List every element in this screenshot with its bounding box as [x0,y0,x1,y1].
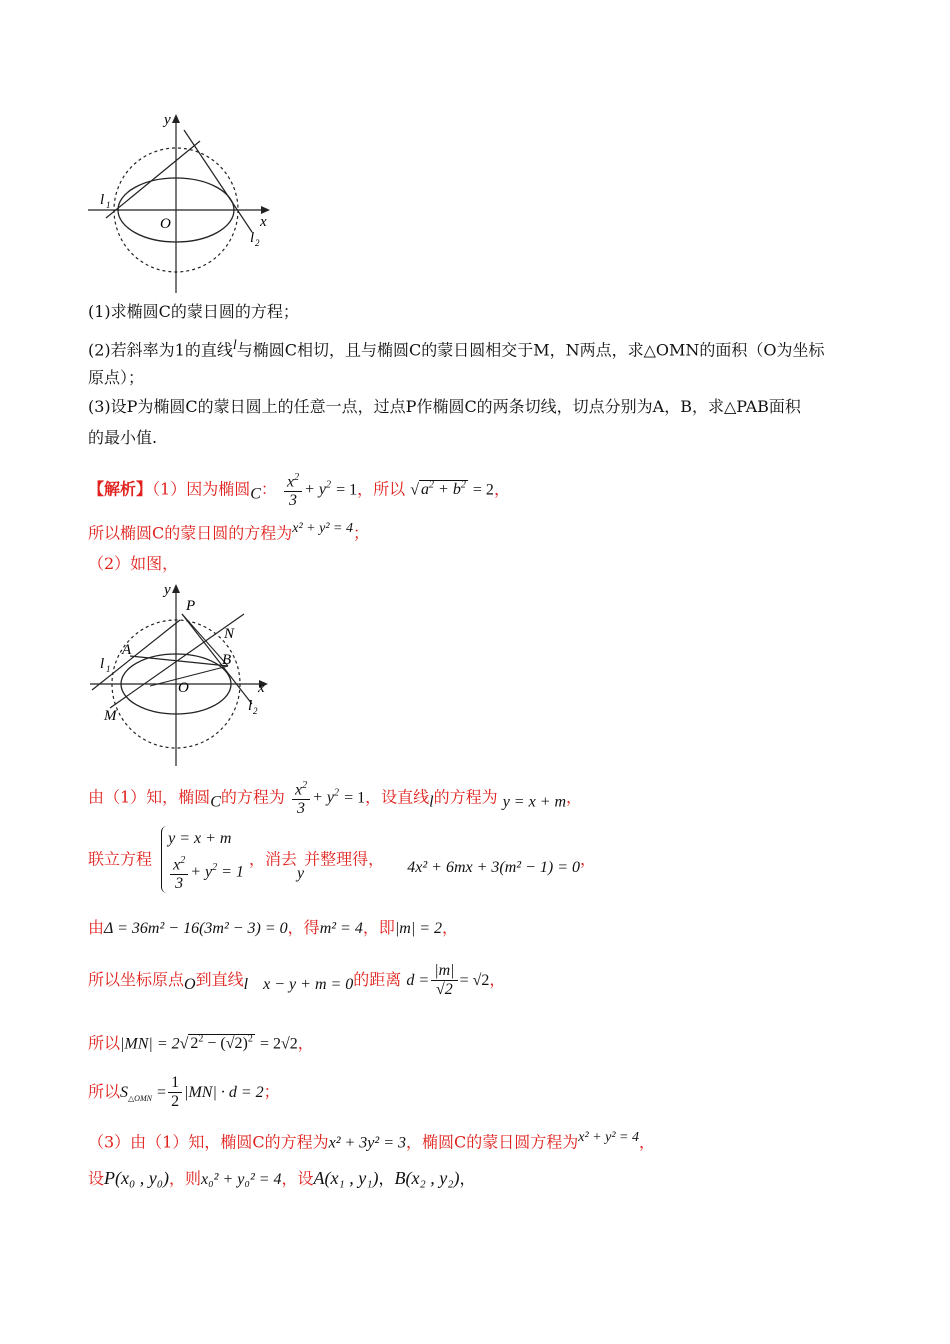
s6-m2: m² = 4 [319,920,363,937]
s9-end: ； [263,1082,280,1101]
question-1 [88,300,299,324]
s8-res: = 2√2 [259,1035,298,1053]
s8-mn: |MN| = 2 [120,1035,180,1053]
question-1-text: (1)求椭圆C的蒙日圆的方程； [88,302,299,321]
s4-a: 由（1）知，椭圆 [88,787,211,807]
question-2-l: l [232,338,237,353]
s5-c: 并整理得， [304,849,385,869]
s1-sqrt: √ $a^2 + b^2$ [410,480,466,499]
s6-end: ， [442,918,459,937]
label-l1-sub: 1 [106,200,111,210]
line-ab-inner [150,666,228,686]
s4-eq: = 1 [344,789,366,807]
solution-line-5 [88,826,596,893]
s9-sub: △OMN [128,1094,152,1104]
s7-end: ， [489,970,506,989]
label-y-2: y [164,582,171,598]
s8-sqrt: √ $2^2 - (√2)^2$ [179,1034,253,1053]
solution-line-3 [88,552,178,576]
question-2-text-a: (2)若斜率为1的直线 [88,340,233,360]
chord-ab [130,656,228,666]
question-2-text-c: 原点）； [88,368,145,387]
s11-end: ， [459,1169,476,1188]
s2-eq: x² + y² = 4 [292,521,353,536]
s6-a: 由 [88,918,105,937]
figure-ellipse-tangents [80,108,280,298]
label-b: B [222,652,232,668]
label-n: N [224,626,235,642]
question-3-text-a: (3)设P为椭圆C的蒙日圆上的任意一点，过点P作椭圆C的两条切线，切点分别为A，B，求△PAB面积 [88,397,801,416]
question-3-text-b: 的最小值. [88,428,158,447]
s6-delta: Δ = 36m² − 16(3m² − 3) = 0 [104,920,288,937]
label-a: A [122,642,132,658]
s5-y: y [297,865,305,883]
s1-plus-y2: + $y^2$ [304,480,331,499]
s4-c: C [210,793,221,811]
s7-frac: $\frac{|m|}{√2}$ [431,962,457,999]
s7-a: 所以坐标原点 [88,970,185,989]
tangent-l1 [106,141,200,218]
s6-b: ，得 [287,918,320,937]
s5-sys1: y = x + m [168,830,232,847]
s1-so: ，所以 [357,479,406,499]
s2-end: ； [352,523,369,543]
s4-end: ， [566,787,583,807]
label-l2-sub: 2 [255,238,260,248]
solution-line-9 [88,1070,280,1121]
tangent-l2 [184,130,252,232]
tangent-l2-2 [182,614,252,704]
solution-line-4 [88,774,582,823]
s4-b: 的方程为 [220,787,285,807]
solution-line-11 [88,1166,476,1192]
s7-c: 的距离 [353,970,402,989]
solution-line-10 [88,1126,655,1155]
s9-frac: $\frac{1}{2}$ [168,1074,182,1111]
y-axis-arrow-2 [172,584,180,593]
s4-frac: $\frac{x^2}{3}$ [292,777,310,818]
s1-c: C [250,485,261,503]
y-axis-arrow [172,114,180,123]
s11-eq: x₀² + y₀² = 4 [201,1171,282,1188]
s1-end: ， [493,479,510,499]
s5-frac: $\frac{x^2}{3}$ [170,852,188,893]
s4-plus-y2: + $y^2$ [312,788,339,807]
question-3-line1 [88,395,801,419]
s5-system [161,826,244,893]
s10-end: ， [638,1132,655,1152]
s7-d: d = [406,972,430,989]
label-l2-2-sub: 2 [253,706,258,716]
s10-eq: x² + 3y² = 3 [328,1134,406,1152]
solution-line-1 [88,466,510,515]
label-x-2: x [258,680,265,696]
s9-s: S [120,1084,129,1101]
s5-sys2-row: $\frac{x^2}{3}$ + $y^2 = 1$ [168,852,244,893]
label-l1-2-sub: 1 [106,664,111,674]
s2-a: 所以椭圆C的蒙日圆的方程为 [88,523,293,543]
s11-c: ，设 [281,1169,314,1188]
s10-b: ，椭圆C的蒙日圆方程为 [406,1132,579,1152]
s4-c2: ，设直线 [365,787,430,807]
s5-res: 4x² + 6mx + 3(m² − 1) = 0 [407,859,580,877]
label-m: M [104,708,117,724]
s11-p: P(x₀ , y₀) [104,1168,169,1188]
solution-line-6 [88,916,458,941]
question-2-line2 [88,366,144,390]
s1-b: ： [260,479,277,499]
s3: （2）如图， [88,554,179,573]
solution-line-8 [88,1020,314,1064]
s4-l: l [429,793,434,811]
s7-o: O [184,976,196,994]
s6-c: ，即 [362,918,395,937]
s9-a: 所以 [88,1082,121,1101]
s10-a: （3）由（1）知，椭圆C的方程为 [88,1132,329,1152]
s1-a: （1）因为椭圆 [152,479,251,499]
s11-A: A(x₁ , y₁) [313,1168,379,1188]
label-l1-2: l [100,656,105,672]
s5-b: ，消去 [249,849,298,869]
solution-head: 【解析】 [88,479,153,499]
s4-d: 的方程为 [433,787,498,807]
s4-line: y = x + m [502,793,567,811]
s1-frac: $\frac{x^2}{3}$ [284,469,302,510]
s5-end: ， [580,849,597,869]
label-o-2: O [178,680,189,696]
solution-line-2 [88,517,369,545]
s9-eq: = [157,1084,167,1101]
s10-eq2: x² + y² = 4 [578,1130,639,1145]
s1-eq: = 1 [336,481,358,499]
label-l2: l [250,230,255,246]
s1-root: = 2 [472,481,494,499]
x-axis-arrow [261,206,270,214]
question-2-text-b: 与椭圆C相切，且与椭圆C的蒙日圆相交于M，N两点，求△OMN的面积（O为坐标 [236,340,825,360]
label-o: O [160,216,171,232]
s11-sep: ， [378,1169,395,1188]
label-p: P [186,598,196,614]
s7-res: = √2 [459,972,490,989]
s7-l: l [243,976,249,994]
question-2-line1 [88,334,825,362]
label-l1: l [100,192,105,208]
s8-a: 所以 [88,1033,121,1053]
s6-abs: |m| = 2 [394,920,443,937]
label-y: y [164,112,171,128]
figure-pab-triangle [80,576,280,776]
s11-b: ，则 [169,1169,202,1188]
s11-B: B(x₂ , y₂) [394,1168,460,1188]
s9-res: |MN| · d = 2 [184,1084,264,1101]
solution-line-7 [88,960,505,1005]
label-l2-2: l [248,698,253,714]
s7-b: 到直线 [195,970,244,989]
s8-end: ， [297,1033,314,1053]
s7-line: x − y + m = 0 [263,976,354,994]
label-x: x [260,214,267,230]
s5-sys2: = 1 [221,863,244,881]
s5-a: 联立方程 [88,849,153,869]
s11-a: 设 [88,1169,105,1188]
question-3-line2 [88,426,157,450]
